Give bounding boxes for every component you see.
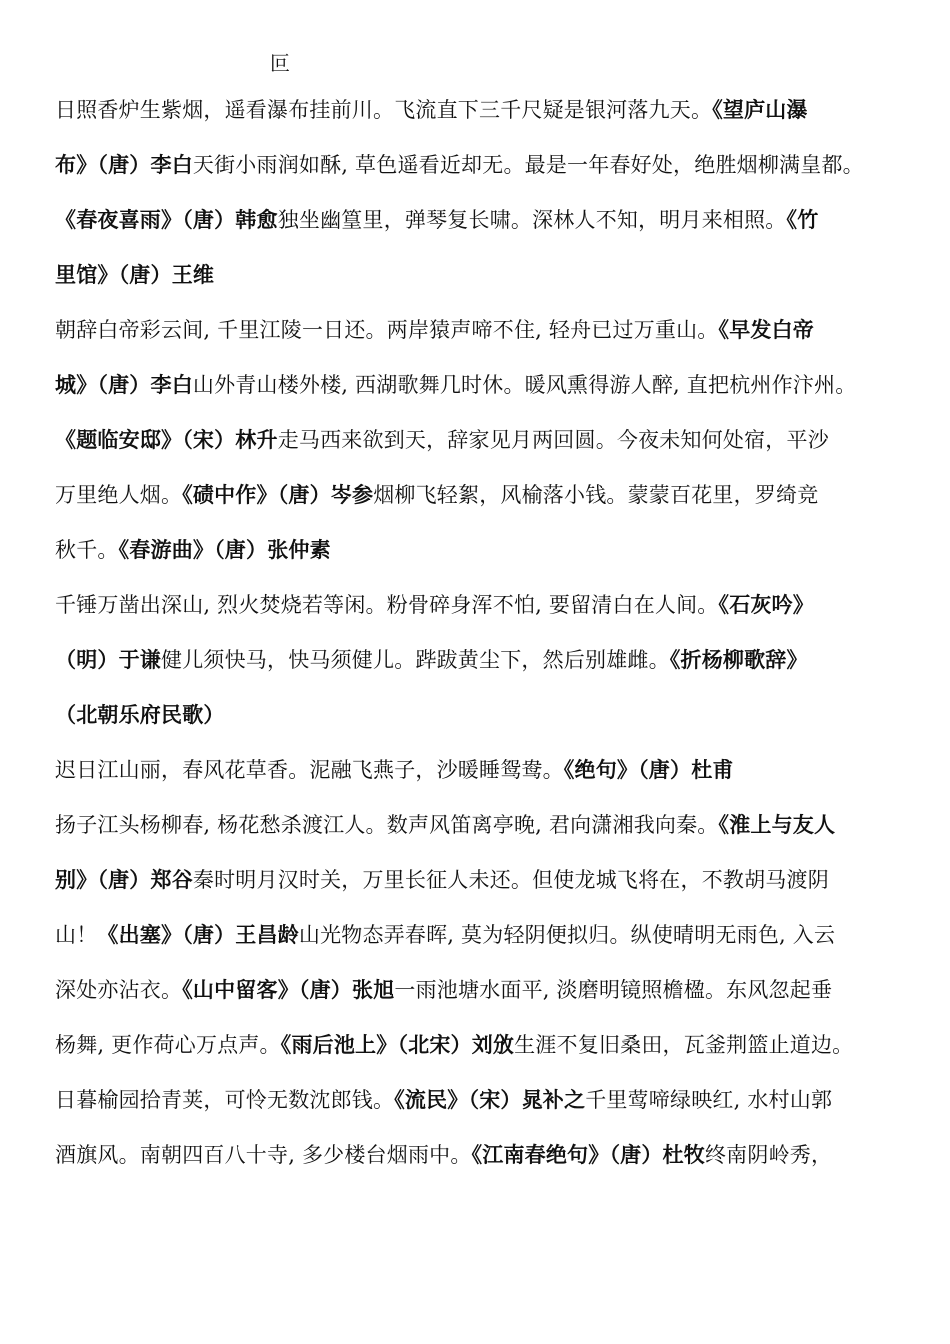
poem-verse: 山光物态弄春晖, 莫为轻阴便拟归。纵使晴明无雨色, 入云	[298, 923, 836, 947]
poem-verse: 千锤万凿出深山, 烈火焚烧若等闲。粉骨碎身浑不怕, 要留清白在人间。	[55, 593, 719, 617]
text-line	[55, 752, 925, 807]
poem-title-attribution: 《题临安邸》（宋）林升	[55, 428, 278, 452]
poem-title-attribution: 《出塞》（唐）王昌龄	[97, 923, 299, 947]
poem-title-attribution: 里馆》（唐）王维	[55, 263, 215, 287]
poem-verse: 日照香炉生紫烟，遥看瀑布挂前川。飞流直下三千尺疑是银河落九天。	[55, 98, 713, 122]
poem-title-attribution: 城》（唐）李白	[55, 373, 193, 397]
poem-verse: 终南阴岭秀，	[704, 1143, 833, 1167]
poem-verse: 天街小雨润如酥, 草色遥看近却无。最是一年春好处，绝胜烟柳满皇都。	[192, 153, 864, 177]
poem-title-attribution: 《望庐山瀑	[712, 98, 808, 122]
poem-verse: 独坐幽篁里，弹琴复长啸。深林人不知，明月来相照。	[277, 208, 787, 232]
poem-verse: 烟柳飞轻絮，风榆落小钱。蒙蒙百花里，罗绮竞	[373, 483, 819, 507]
text-line	[55, 532, 925, 587]
text-line	[55, 697, 925, 752]
poem-title-attribution: 《竹	[786, 208, 819, 232]
poem-title-attribution: （北朝乐府民歌）	[55, 703, 225, 727]
text-line	[55, 257, 925, 312]
poem-verse: 日暮榆园拾青荚，可怜无数沈郎钱。	[55, 1088, 395, 1112]
poem-verse: 万里绝人烟。	[55, 483, 183, 507]
text-line	[55, 917, 925, 972]
poem-title-attribution: 《碛中作》（唐）岑参	[182, 483, 374, 507]
poem-verse: 山外青山楼外楼, 西湖歌舞几时休。暖风熏得游人醉, 直把杭州作汴州。	[192, 373, 857, 397]
poem-verse: 迟日江山丽，春风花草香。泥融飞燕子，沙暖睡鸳鸯。	[55, 758, 564, 782]
text-line	[55, 807, 925, 862]
poem-verse: 千里莺啼绿映红, 水村山郭	[585, 1088, 833, 1112]
poem-verse: 走马西来欲到天，辞家见月两回圆。今夜未知何处宿，平沙	[277, 428, 829, 452]
poem-title-attribution: 《绝句》（唐）杜甫	[563, 758, 734, 782]
poem-title-attribution: 《石灰吟》	[718, 593, 814, 617]
text-line	[55, 147, 925, 202]
poem-verse: 深处亦沾衣。	[55, 978, 183, 1002]
text-line	[55, 422, 925, 477]
poem-title-attribution: 《早发白帝	[718, 318, 814, 342]
text-line	[55, 477, 925, 532]
text-line	[55, 312, 925, 367]
text-line	[55, 92, 925, 147]
poem-verse: 秋千。	[55, 538, 119, 562]
text-line	[55, 1137, 925, 1192]
poem-verse: 扬子江头杨柳春, 杨花愁杀渡江人。数声风笛离亭晚, 君向潇湘我向秦。	[55, 813, 719, 837]
text-line	[55, 1082, 925, 1137]
text-line	[55, 1027, 925, 1082]
text-line	[55, 367, 925, 422]
poem-title-attribution: 《流民》（宋）晁补之	[394, 1088, 586, 1112]
poem-verse: 生涯不复旧桑田，瓦釜荆篮止道边。	[514, 1033, 854, 1057]
poem-title-attribution: 《江南春绝句》（唐）杜牧	[471, 1143, 705, 1167]
poem-title-attribution: 《折杨柳歌辞》	[669, 648, 808, 672]
poem-verse: 杨舞, 更作荷心万点声。	[55, 1033, 281, 1057]
poem-title-attribution: 布》（唐）李白	[55, 153, 193, 177]
poem-title-attribution: （明）于谦	[55, 648, 161, 672]
poem-verse: 秦时明月汉时关，万里长征人未还。但使龙城飞将在，不教胡马渡阴	[192, 868, 829, 892]
poem-title-attribution: 《山中留客》（唐）张旭	[182, 978, 395, 1002]
poem-title-attribution: 别》（唐）郑谷	[55, 868, 193, 892]
poem-title-attribution: 《春夜喜雨》（唐）韩愈	[55, 208, 278, 232]
text-line	[55, 862, 925, 917]
text-line	[55, 202, 925, 257]
poem-text-body	[55, 92, 925, 1192]
text-line	[55, 972, 925, 1027]
poem-verse: 酒旗风。南朝四百八十寺, 多少楼台烟雨中。	[55, 1143, 472, 1167]
poem-verse: 健儿须快马，快马须健儿。跸跋黄尘下，然后别雄雌。	[161, 648, 670, 672]
poem-title-attribution: 《雨后池上》（北宋）刘攽	[280, 1033, 515, 1057]
poem-title-attribution: 《淮上与友人	[718, 813, 836, 837]
text-line	[55, 587, 925, 642]
header-mark: 叵	[270, 51, 290, 75]
poem-verse: 一雨池塘水面平, 淡磨明镜照檐楹。东风忽起垂	[394, 978, 833, 1002]
text-line	[55, 642, 925, 697]
poem-verse: 山！	[55, 923, 98, 947]
poem-verse: 朝辞白帝彩云间, 千里江陵一日还。两岸猿声啼不住, 轻舟已过万重山。	[55, 318, 719, 342]
poem-title-attribution: 《春游曲》（唐）张仲素	[118, 538, 331, 562]
